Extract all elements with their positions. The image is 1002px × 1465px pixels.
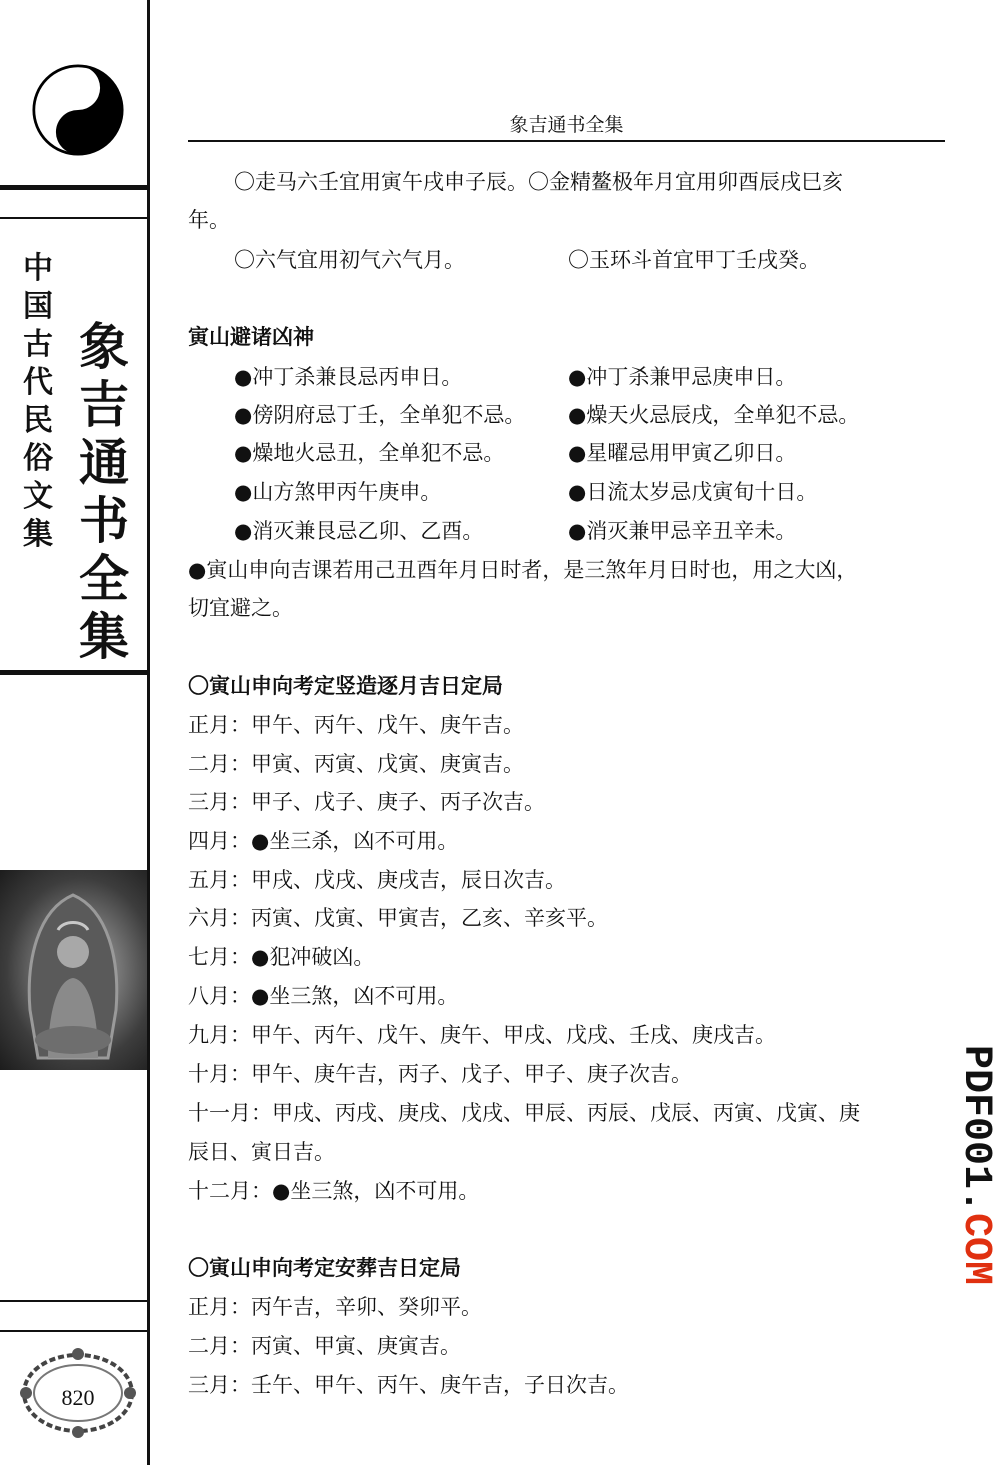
list-item: ●日流太岁忌戊寅旬十日。 bbox=[568, 480, 818, 504]
list-item: ●消灭兼甲忌辛丑辛未。 bbox=[568, 519, 797, 543]
series-title: 中国古代民俗文集 bbox=[23, 251, 53, 552]
list-item: 三月：壬午、甲午、丙午、庚午吉，子日次吉。 bbox=[188, 1373, 629, 1397]
list-item: 正月：甲午、丙午、戊午、庚午吉。 bbox=[188, 713, 524, 737]
buddha-image bbox=[0, 870, 147, 1070]
sidebar-rule bbox=[0, 1330, 147, 1332]
list-item: 辰日、寅日吉。 bbox=[188, 1140, 335, 1164]
list-item: ●消灭兼艮忌乙卯、乙酉。 bbox=[234, 519, 484, 543]
section-heading: 〇寅山申向考定安葬吉日定局 bbox=[188, 1256, 461, 1280]
list-item: 七月：●犯冲破凶。 bbox=[188, 945, 375, 969]
paragraph-line: 〇走马六壬宜用寅午戌申子辰。〇金精鳌极年月宜用卯酉辰戌巳亥 bbox=[234, 170, 843, 194]
list-item: ●燥天火忌辰戌，全单犯不忌。 bbox=[568, 403, 860, 427]
paragraph-line: 〇六气宜用初气六气月。 bbox=[234, 248, 465, 272]
watermark-part-2: COM bbox=[953, 1213, 998, 1286]
watermark-part-1: PDF001. bbox=[953, 1045, 998, 1214]
list-item: 四月：●坐三杀，凶不可用。 bbox=[188, 829, 459, 853]
list-item: 十月：甲午、庚午吉，丙子、戊子、甲子、庚子次吉。 bbox=[188, 1062, 692, 1086]
section-heading: 寅山避诸凶神 bbox=[188, 325, 314, 349]
list-item: ●星曜忌用甲寅乙卯日。 bbox=[568, 441, 797, 465]
header-rule bbox=[188, 140, 945, 142]
sidebar-rule bbox=[0, 670, 147, 675]
watermark bbox=[953, 1045, 1002, 1290]
section-heading: 〇寅山申向考定竖造逐月吉日定局 bbox=[188, 674, 503, 698]
list-item: ●冲丁杀兼甲忌庚申日。 bbox=[568, 365, 797, 389]
paragraph-line: 〇玉环斗首宜甲丁壬戌癸。 bbox=[568, 248, 820, 272]
book-title: 象吉通书全集 bbox=[79, 317, 129, 666]
list-item: 二月：丙寅、甲寅、庚寅吉。 bbox=[188, 1334, 461, 1358]
paragraph-line: 年。 bbox=[188, 208, 230, 232]
sidebar-rule bbox=[0, 1300, 147, 1302]
paragraph-line: ●寅山申向吉课若用己丑酉年月日时者，是三煞年月日时也，用之大凶， bbox=[188, 558, 858, 582]
sidebar-rule bbox=[0, 185, 147, 190]
running-head: 象吉通书全集 bbox=[509, 114, 624, 136]
list-item: ●山方煞甲丙午庚申。 bbox=[234, 480, 442, 504]
list-item: 六月：丙寅、戊寅、甲寅吉，乙亥、辛亥平。 bbox=[188, 906, 608, 930]
list-item: 正月：丙午吉，辛卯、癸卯平。 bbox=[188, 1295, 482, 1319]
list-item: 十一月：甲戌、丙戌、庚戌、戊戌、甲辰、丙辰、戊辰、丙寅、戊寅、庚 bbox=[188, 1101, 860, 1125]
buddha-figure-icon bbox=[18, 890, 128, 1060]
svg-text:PDF001.COM bbox=[953, 1045, 998, 1285]
list-item: ●燥地火忌丑，全单犯不忌。 bbox=[234, 441, 505, 465]
paragraph-line: 切宜避之。 bbox=[188, 596, 293, 620]
list-item: ●冲丁杀兼艮忌丙申日。 bbox=[234, 365, 463, 389]
list-item: 三月：甲子、戊子、庚子、丙子次吉。 bbox=[188, 790, 545, 814]
list-item: 二月：甲寅、丙寅、戊寅、庚寅吉。 bbox=[188, 752, 524, 776]
left-sidebar bbox=[0, 0, 150, 1465]
sidebar-rule bbox=[0, 217, 147, 219]
taiji-icon bbox=[32, 64, 124, 156]
list-item: ●傍阴府忌丁壬，全单犯不忌。 bbox=[234, 403, 526, 427]
list-item: 五月：甲戌、戊戌、庚戌吉，辰日次吉。 bbox=[188, 868, 566, 892]
list-item: 九月：甲午、丙午、戊午、庚午、甲戌、戊戌、壬戌、庚戌吉。 bbox=[188, 1023, 776, 1047]
list-item: 八月：●坐三煞，凶不可用。 bbox=[188, 984, 459, 1008]
page-number: 820 bbox=[61, 1385, 95, 1410]
list-item: 十二月：●坐三煞，凶不可用。 bbox=[188, 1179, 480, 1203]
